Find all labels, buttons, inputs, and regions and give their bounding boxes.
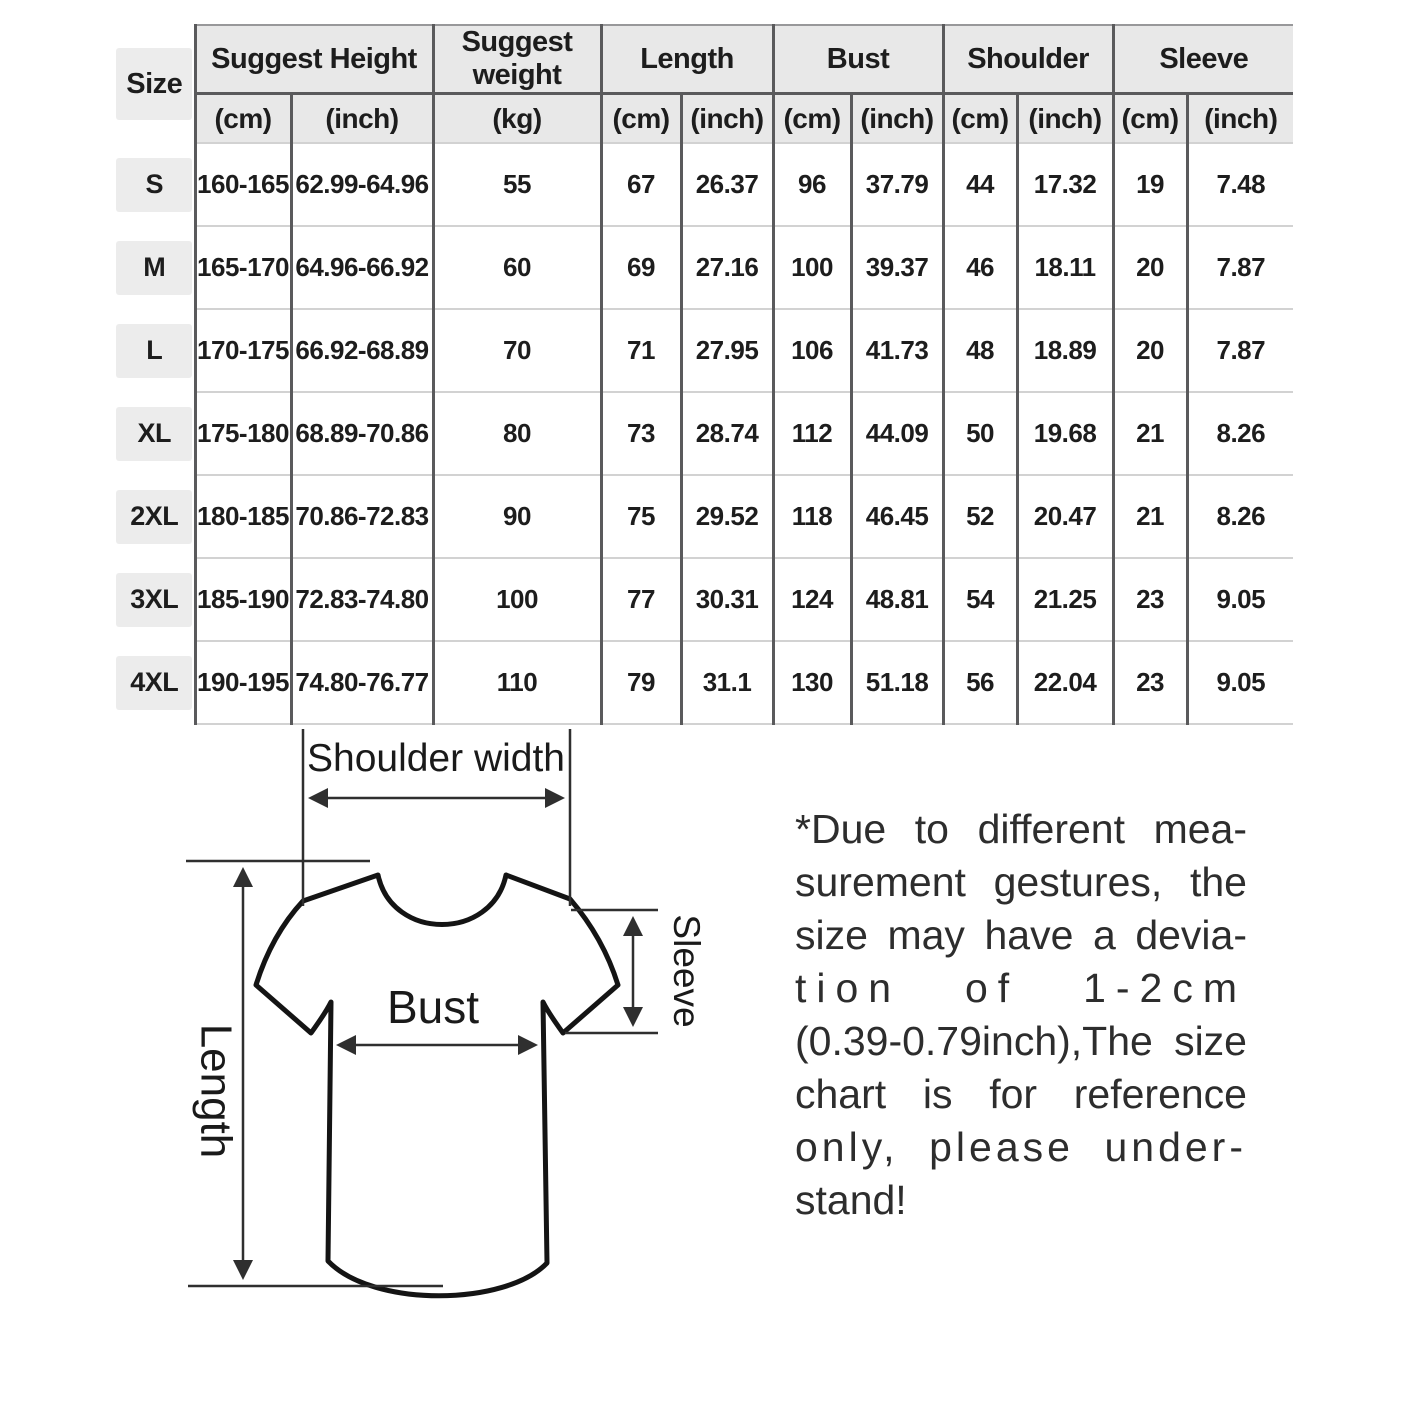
note-line: stand! bbox=[795, 1177, 907, 1223]
unit-bust-inch: (inch) bbox=[851, 94, 943, 144]
table-header-group-row bbox=[115, 25, 1293, 94]
cell-weight-kg: 110 bbox=[433, 641, 601, 724]
cell-size: 4XL bbox=[115, 641, 195, 724]
unit-sleeve-inch: (inch) bbox=[1187, 94, 1293, 144]
cell-shoulder-inch: 20.47 bbox=[1017, 475, 1113, 558]
cell-height-cm: 180-185 bbox=[195, 475, 291, 558]
cell-length-inch: 27.16 bbox=[681, 226, 773, 309]
note-line: (0.39-0.79inch),The size bbox=[795, 1018, 1247, 1064]
cell-shoulder-cm: 54 bbox=[943, 558, 1017, 641]
length-label: Length bbox=[191, 1023, 241, 1159]
cell-bust-inch: 48.81 bbox=[851, 558, 943, 641]
table-header-unit-row bbox=[115, 94, 1293, 144]
cell-sleeve-inch: 8.26 bbox=[1187, 475, 1293, 558]
measurement-disclaimer bbox=[795, 803, 1247, 1227]
cell-weight-kg: 90 bbox=[433, 475, 601, 558]
shoulder-width-measure bbox=[303, 729, 570, 906]
cell-size-header bbox=[115, 25, 195, 143]
cell-size: S bbox=[115, 143, 195, 226]
cell-sleeve-cm: 20 bbox=[1113, 226, 1187, 309]
header-length: Length bbox=[601, 25, 773, 94]
cell-bust-cm: 118 bbox=[773, 475, 851, 558]
note-line: *Due to different mea- bbox=[795, 806, 1247, 852]
cell-height-cm: 165-170 bbox=[195, 226, 291, 309]
header-suggest-weight: Suggest weight bbox=[433, 25, 601, 94]
table-row bbox=[115, 475, 1293, 558]
sleeve-label: Sleeve bbox=[666, 914, 708, 1028]
cell-shoulder-inch: 21.25 bbox=[1017, 558, 1113, 641]
cell-bust-cm: 112 bbox=[773, 392, 851, 475]
cell-sleeve-inch: 9.05 bbox=[1187, 641, 1293, 724]
cell-length-inch: 27.95 bbox=[681, 309, 773, 392]
cell-length-inch: 29.52 bbox=[681, 475, 773, 558]
cell-bust-cm: 124 bbox=[773, 558, 851, 641]
cell-size: L bbox=[115, 309, 195, 392]
table-row bbox=[115, 309, 1293, 392]
cell-length-cm: 79 bbox=[601, 641, 681, 724]
cell-sleeve-inch: 9.05 bbox=[1187, 558, 1293, 641]
cell-weight-kg: 55 bbox=[433, 143, 601, 226]
cell-weight-kg: 80 bbox=[433, 392, 601, 475]
cell-length-inch: 26.37 bbox=[681, 143, 773, 226]
cell-shoulder-cm: 44 bbox=[943, 143, 1017, 226]
unit-height-cm: (cm) bbox=[195, 94, 291, 144]
cell-bust-inch: 46.45 bbox=[851, 475, 943, 558]
note-line: tion of 1-2cm bbox=[795, 965, 1247, 1011]
cell-sleeve-cm: 20 bbox=[1113, 309, 1187, 392]
cell-height-cm: 170-175 bbox=[195, 309, 291, 392]
unit-bust-cm: (cm) bbox=[773, 94, 851, 144]
header-suggest-height: Suggest Height bbox=[195, 25, 433, 94]
cell-shoulder-inch: 18.89 bbox=[1017, 309, 1113, 392]
cell-length-cm: 71 bbox=[601, 309, 681, 392]
cell-bust-inch: 39.37 bbox=[851, 226, 943, 309]
cell-size: M bbox=[115, 226, 195, 309]
cell-sleeve-cm: 21 bbox=[1113, 475, 1187, 558]
table-row bbox=[115, 558, 1293, 641]
cell-sleeve-cm: 23 bbox=[1113, 641, 1187, 724]
size-column-header: Size bbox=[116, 48, 192, 120]
cell-length-cm: 67 bbox=[601, 143, 681, 226]
cell-height-cm: 190-195 bbox=[195, 641, 291, 724]
cell-shoulder-inch: 22.04 bbox=[1017, 641, 1113, 724]
cell-bust-cm: 130 bbox=[773, 641, 851, 724]
cell-size: XL bbox=[115, 392, 195, 475]
cell-height-inch: 66.92-68.89 bbox=[291, 309, 433, 392]
header-shoulder: Shoulder bbox=[943, 25, 1113, 94]
table-row bbox=[115, 143, 1293, 226]
cell-weight-kg: 60 bbox=[433, 226, 601, 309]
cell-shoulder-inch: 18.11 bbox=[1017, 226, 1113, 309]
cell-height-inch: 64.96-66.92 bbox=[291, 226, 433, 309]
size-table bbox=[115, 24, 1293, 725]
cell-bust-inch: 41.73 bbox=[851, 309, 943, 392]
note-line: surement gestures, the bbox=[795, 859, 1247, 905]
cell-shoulder-cm: 52 bbox=[943, 475, 1017, 558]
note-line: only, please under- bbox=[795, 1124, 1247, 1170]
cell-height-inch: 68.89-70.86 bbox=[291, 392, 433, 475]
cell-sleeve-cm: 19 bbox=[1113, 143, 1187, 226]
cell-height-inch: 62.99-64.96 bbox=[291, 143, 433, 226]
table-row bbox=[115, 226, 1293, 309]
cell-bust-inch: 44.09 bbox=[851, 392, 943, 475]
cell-sleeve-inch: 8.26 bbox=[1187, 392, 1293, 475]
table-row bbox=[115, 392, 1293, 475]
unit-weight-kg: (kg) bbox=[433, 94, 601, 144]
unit-length-cm: (cm) bbox=[601, 94, 681, 144]
table-row bbox=[115, 641, 1293, 724]
cell-sleeve-inch: 7.48 bbox=[1187, 143, 1293, 226]
cell-sleeve-cm: 21 bbox=[1113, 392, 1187, 475]
header-sleeve: Sleeve bbox=[1113, 25, 1293, 94]
cell-height-cm: 185-190 bbox=[195, 558, 291, 641]
cell-shoulder-inch: 19.68 bbox=[1017, 392, 1113, 475]
unit-length-inch: (inch) bbox=[681, 94, 773, 144]
cell-height-cm: 175-180 bbox=[195, 392, 291, 475]
header-bust: Bust bbox=[773, 25, 943, 94]
shoulder-width-label: Shoulder width bbox=[307, 737, 565, 780]
cell-size: 2XL bbox=[115, 475, 195, 558]
cell-height-inch: 70.86-72.83 bbox=[291, 475, 433, 558]
note-line: chart is for reference bbox=[795, 1071, 1247, 1117]
cell-height-inch: 74.80-76.77 bbox=[291, 641, 433, 724]
cell-bust-inch: 51.18 bbox=[851, 641, 943, 724]
cell-sleeve-inch: 7.87 bbox=[1187, 226, 1293, 309]
note-line: size may have a devia- bbox=[795, 912, 1247, 958]
cell-sleeve-inch: 7.87 bbox=[1187, 309, 1293, 392]
cell-length-cm: 73 bbox=[601, 392, 681, 475]
cell-length-inch: 28.74 bbox=[681, 392, 773, 475]
cell-bust-cm: 96 bbox=[773, 143, 851, 226]
cell-length-cm: 77 bbox=[601, 558, 681, 641]
cell-height-inch: 72.83-74.80 bbox=[291, 558, 433, 641]
unit-sleeve-cm: (cm) bbox=[1113, 94, 1187, 144]
cell-bust-cm: 100 bbox=[773, 226, 851, 309]
cell-sleeve-cm: 23 bbox=[1113, 558, 1187, 641]
cell-height-cm: 160-165 bbox=[195, 143, 291, 226]
tshirt-measurement-diagram bbox=[128, 723, 788, 1335]
cell-shoulder-cm: 46 bbox=[943, 226, 1017, 309]
cell-shoulder-cm: 56 bbox=[943, 641, 1017, 724]
cell-length-inch: 30.31 bbox=[681, 558, 773, 641]
cell-weight-kg: 70 bbox=[433, 309, 601, 392]
unit-height-inch: (inch) bbox=[291, 94, 433, 144]
cell-size: 3XL bbox=[115, 558, 195, 641]
cell-weight-kg: 100 bbox=[433, 558, 601, 641]
cell-bust-inch: 37.79 bbox=[851, 143, 943, 226]
cell-shoulder-inch: 17.32 bbox=[1017, 143, 1113, 226]
cell-length-cm: 69 bbox=[601, 226, 681, 309]
cell-bust-cm: 106 bbox=[773, 309, 851, 392]
unit-shoulder-inch: (inch) bbox=[1017, 94, 1113, 144]
bust-label: Bust bbox=[386, 981, 480, 1033]
unit-shoulder-cm: (cm) bbox=[943, 94, 1017, 144]
cell-length-inch: 31.1 bbox=[681, 641, 773, 724]
cell-shoulder-cm: 48 bbox=[943, 309, 1017, 392]
cell-shoulder-cm: 50 bbox=[943, 392, 1017, 475]
tshirt-outline bbox=[256, 875, 618, 1296]
cell-length-cm: 75 bbox=[601, 475, 681, 558]
